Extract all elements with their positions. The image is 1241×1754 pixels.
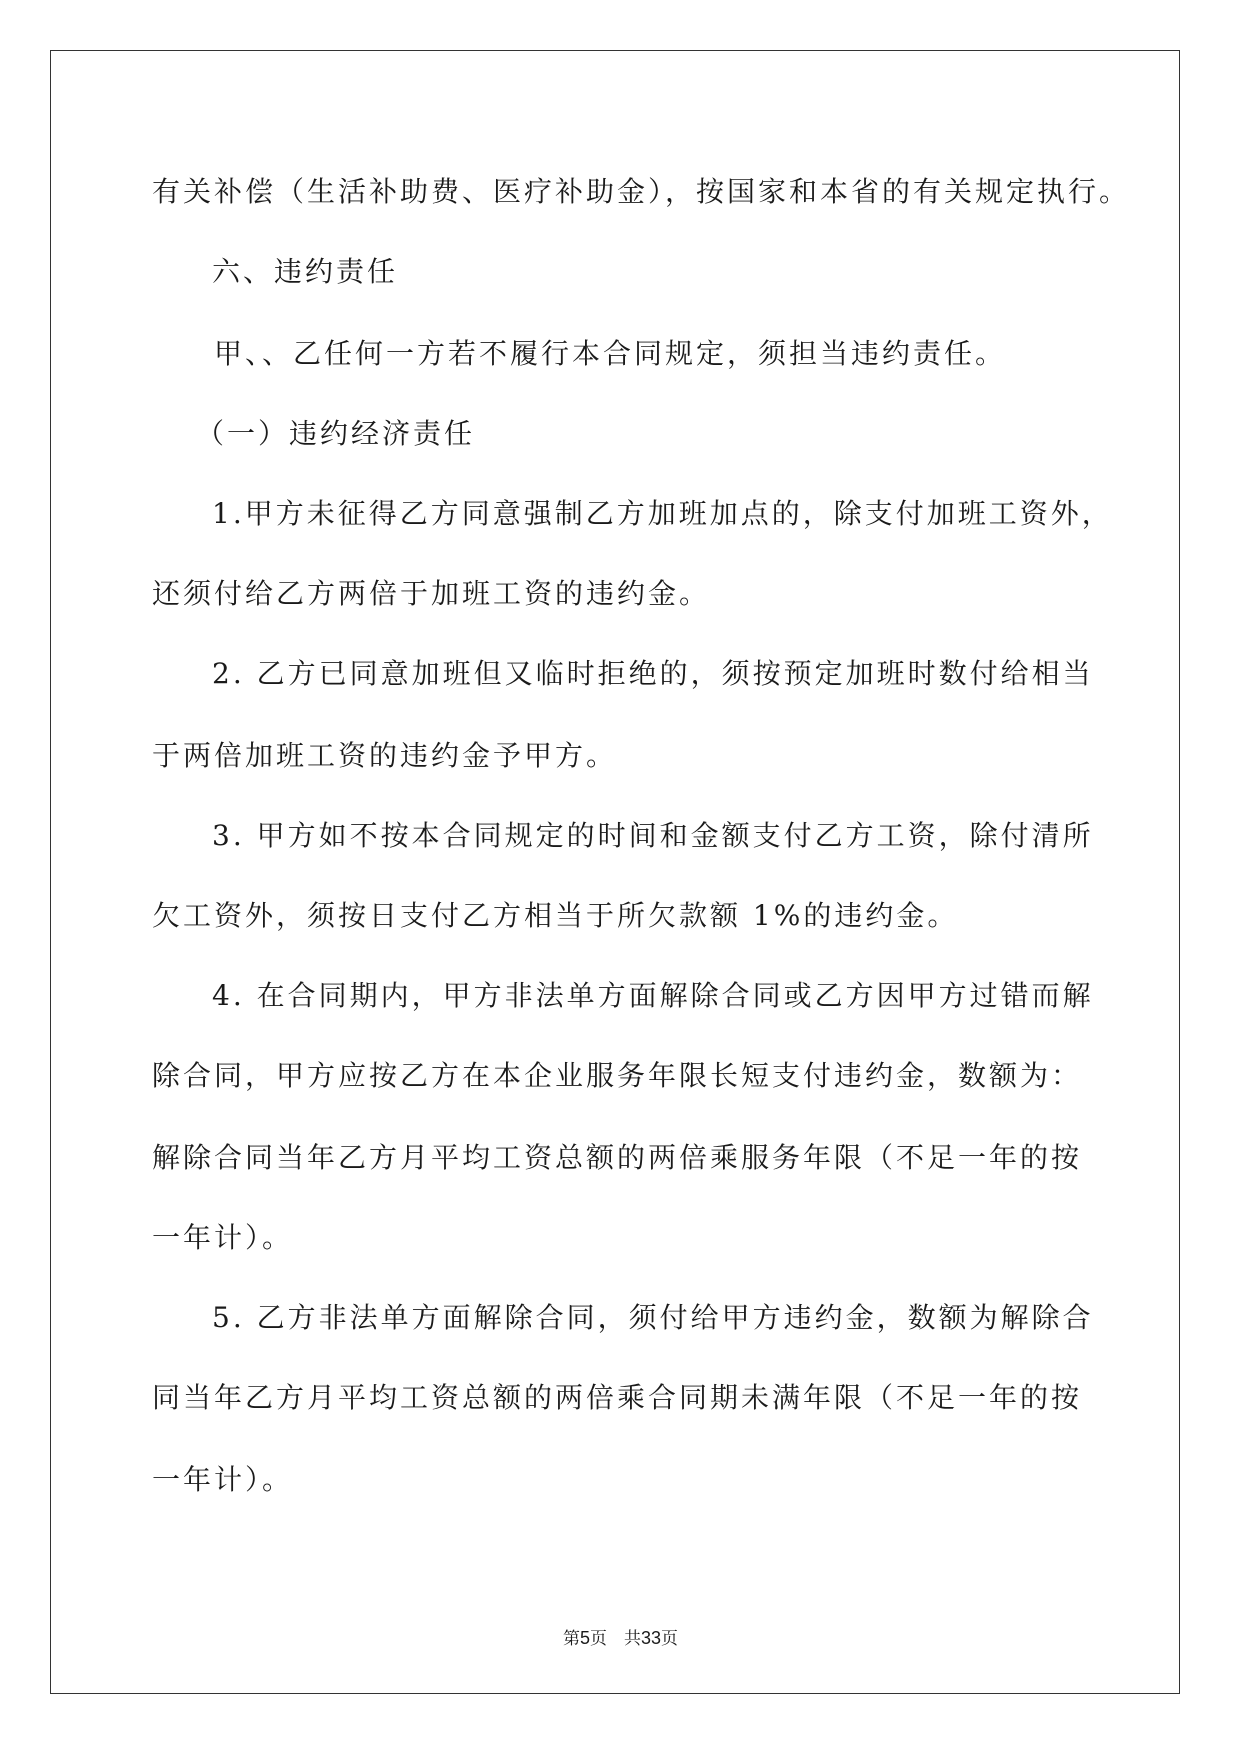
paragraph-line: 解除合同当年乙方月平均工资总额的两倍乘服务年限（不足一年的按: [152, 1141, 1083, 1174]
paragraph-line: 4. 在合同期内，甲方非法单方面解除合同或乙方因甲方过错而解: [212, 979, 1094, 1012]
paragraph-line: 于两倍加班工资的违约金予甲方。: [152, 739, 618, 772]
section-heading: 六、违约责任: [212, 255, 399, 288]
paragraph-line: 还须付给乙方两倍于加班工资的违约金。: [152, 577, 711, 610]
paragraph-line: 除合同，甲方应按乙方在本企业服务年限长短支付违约金，数额为：: [152, 1059, 1083, 1092]
page-current: 5: [579, 1628, 590, 1648]
page-prefix: 第: [562, 1629, 580, 1649]
paragraph-line: 欠工资外，须按日支付乙方相当于所欠款额 1%的违约金。: [152, 899, 959, 932]
page-suffix: 页: [661, 1629, 679, 1649]
paragraph-line: 同当年乙方月平均工资总额的两倍乘合同期未满年限（不足一年的按: [152, 1381, 1083, 1414]
page-border: [50, 50, 1180, 1694]
paragraph-line: 2. 乙方已同意加班但又临时拒绝的，须按预定加班时数付给相当: [212, 657, 1094, 690]
paragraph-line: 一年计）。: [152, 1221, 294, 1254]
page-mid: 页 共: [589, 1629, 641, 1649]
paragraph-line: 一年计）。: [152, 1463, 294, 1496]
page-total: 33: [640, 1628, 662, 1648]
paragraph-line: 1.甲方未征得乙方同意强制乙方加班加点的，除支付加班工资外，: [212, 497, 1113, 530]
page-number-footer: [0, 1628, 1241, 1649]
paragraph-line: 3. 甲方如不按本合同规定的时间和金额支付乙方工资，除付清所: [212, 819, 1094, 852]
paragraph-line: 5. 乙方非法单方面解除合同，须付给甲方违约金，数额为解除合: [212, 1301, 1094, 1334]
paragraph-line: 有关补偿（生活补助费、医疗补助金），按国家和本省的有关规定执行。: [152, 175, 1131, 208]
paragraph-line: 甲、、乙任何一方若不履行本合同规定，须担当违约责任。: [214, 337, 1007, 370]
subsection-heading: （一）违约经济责任: [196, 417, 476, 450]
